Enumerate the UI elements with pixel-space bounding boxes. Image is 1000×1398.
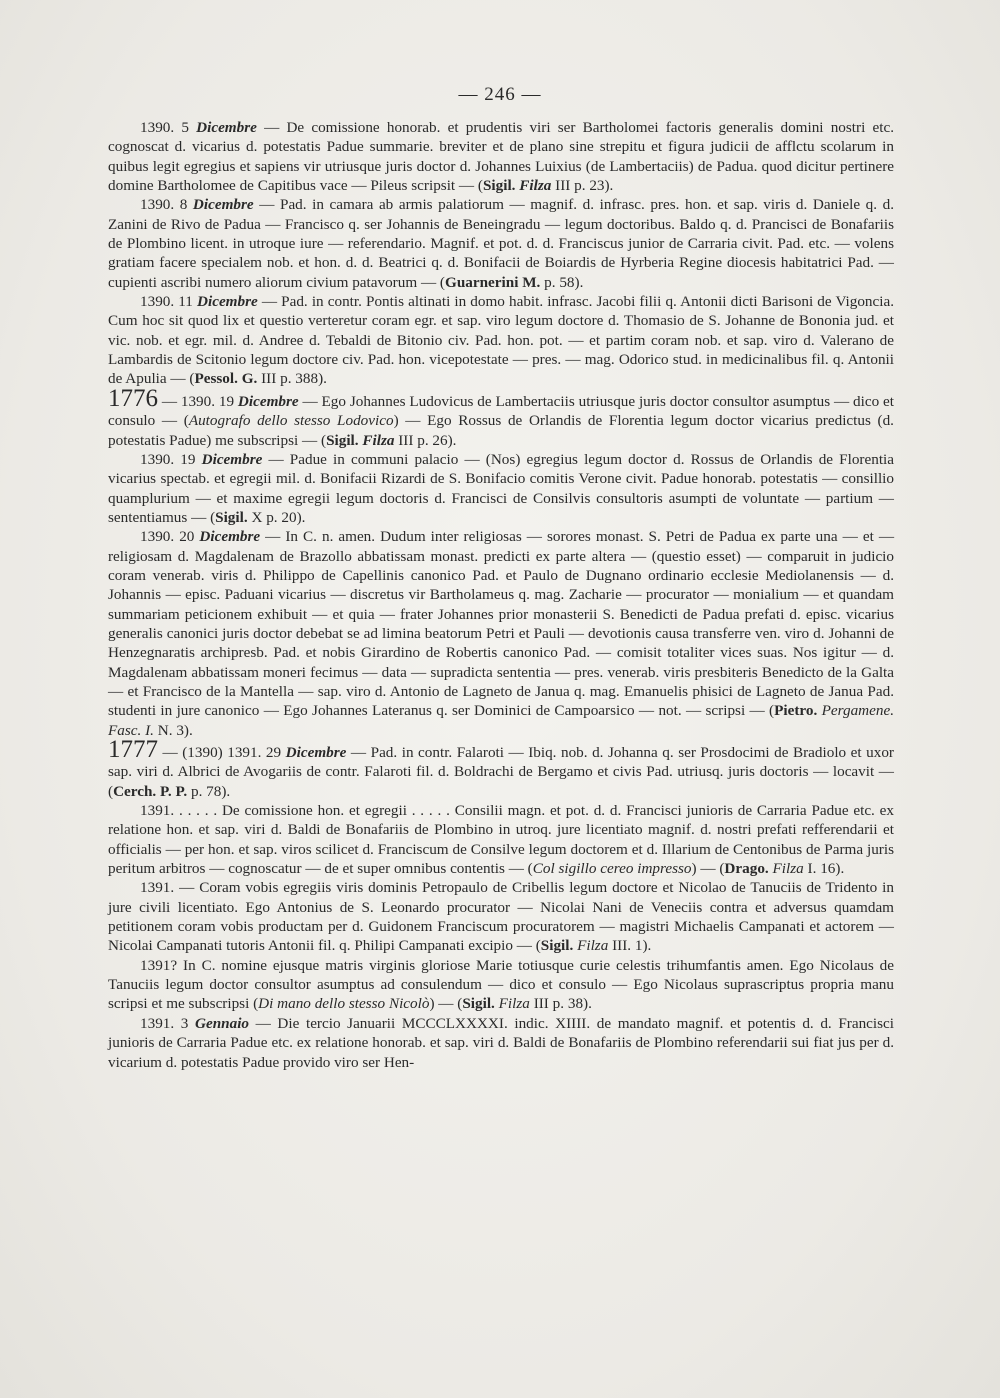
document-entry: [108, 527, 894, 740]
text-segment: 1390. 19: [140, 450, 202, 468]
text-segment: — Pad. in contr. Falaroti — Ibiq. nob. d. Johanna q. ser Prosdocimi de Bradiolo et uxor sap. viri d. Albrici de Avogariis de contr. Falaroti fil. d. Boldrachi de Bergamo et civis Pad. utriusq. juris doctoris — locavit — (: [108, 744, 894, 800]
text-segment: III p. 38).: [529, 995, 592, 1013]
text-segment: — Padue in communi palacio — (Nos) egregius legum doctor d. Rossus de Orlandis de Florentia vicarius spectab. et egregii mil. d. Bonifacii Rizardi de S. Bonifacio comitis Verone civit. Padue honorab. potestatis — consillio quamplurium — et maxime egregii legum doctoris d. Francisci de Consilvis consultoris asumpti de voluntate — partium — sententiamus — (: [108, 450, 894, 526]
text-segment: 1391. — Coram vobis egregiis viris dominis Petropaulo de Cribellis legum doctore et Nicolao de Tanuciis de Tridento in jure civili licentiato. Ego Antonius de S. Leonardo procurator — Nicolai Nani de Veneciis contra et adversus quamdam petitionem coram vobis productam per d. Guidonem Franciscum procuratorem — magistri Michaelis Campanati et actorem — Nicolai Campanati tutoris Antonii fil. q. Philipi Campanati excipio — (: [108, 879, 894, 955]
text-segment: — Pad. in camara ab armis palatiorum — magnif. d. infrasc. pres. hon. et sap. viris d. Daniele q. d. Zanini de Rivo de Padua — Francisco q. ser Johannis de Beneingradu — legum doctoribus. Baldo q. d. Prancisci de Bonafariis de Plombino licent. in utroque iure — referendario. Magnif. et pot. d. d. Franciscus junior de Carraria civit. Pad. etc. — volens gratiam facere specialem nob. et hon. d. d. Beatrici q. d. Bonifacii de Boiardis de Hyrberia Regine diocesis habitatrici Pad. — cupienti ascribi numero aliorum civium patavorum — (: [108, 196, 895, 291]
document-entry: [108, 195, 894, 292]
document-entry: [108, 801, 894, 878]
text-segment: I. 16).: [803, 860, 845, 878]
text-segment: 1390. 5: [140, 119, 197, 136]
text-segment: p. 78).: [187, 782, 231, 800]
document-entry: [108, 956, 894, 1014]
text-segment: Filza: [498, 995, 530, 1013]
text-segment: Filza: [362, 431, 395, 449]
text-segment: Autografo dello stesso Lodovico: [188, 412, 394, 430]
text-segment: Dicembre: [192, 196, 254, 214]
text-segment: 1777: [108, 736, 158, 763]
text-segment: Dicembre: [285, 744, 347, 761]
text-segment: p. 58).: [540, 273, 584, 291]
text-segment: ) — Ego Rossus de Orlandis de Florentia legum doctor vicarius predictus (d. potestatis Padue) me subscripsi — (: [108, 412, 894, 449]
text-segment: Di mano dello stesso Nicolò: [258, 995, 430, 1013]
text-segment: 1391. . . . . . De comissione hon. et egregii . . . . . Consilii magn. et pot. d. d. Francisci junioris de Carraria Padue etc. ex relatione hon. et sap. viri d. Baldi de Bonafariis de Plombino in utroq. jure licentiato magnif. d. nostri prefati refferendarii et officialis — per hon. et sap. viros scilicet d. Franciscum de Consilve legum doctorem et d. Illarium de Centonibus de Parma juris peritum arbitros — cognoscatur — de et super omnibus contentis — (: [108, 802, 894, 878]
text-segment: Dicembre: [201, 450, 263, 468]
text-segment: Sigil.: [482, 177, 516, 195]
text-segment: — In C. n. amen. Dudum inter religiosas — sorores monast. S. Petri de Padua ex parte una — et — religiosam d. Magdalenam de Brazollo abbatissam monast. predicti ex parte altera — (questio esset) — comparuit in judicio coram venerab. viris d. Philippo de Capellinis canonico Pad. et Paulo de Dugnano ordinario ecclesie Mediolanensis — d. Johannis — episc. Paduani vicarius — discretus vir Bartholameus q. mag. Zacharie — procurator — monialium — et quandam summariam peticionem exhibuit — et quia — frater Johannes prior monasterii S. Benedicti de Padua prefati d. episc. vicarius generalis canonici juris doctor debebat se ad limina beatorum Petri et Pauli — devotionis causa transferre ven. viro d. Johanni de Henzegnaratis archipresb. Pad. et nobis Girardino de Robertis canonico Pad. — comisit totaliter vices suas. Nos igitur — d. Magdalenam abbatissam moneri fecimus — data — supradicta sententia — pres. venerab. viris presbiteris Benedicto de la Galta — et Francisco de la Mantella — sap. viro d. Antonio de Lagneto de Janua q. mag. Emanuelis phisici de Lagneto de Janua Pad. studenti in jure canonico — Ego Johannes Lateranus q. ser Dominici de Campoarsico — not. — scripsi — (: [108, 528, 895, 720]
text-segment: III p. 23).: [551, 177, 614, 195]
text-segment: Col sigillo cereo impresso: [532, 860, 692, 878]
text-segment: Pergamene. Fasc. I.: [108, 702, 895, 739]
text-segment: N. 3).: [153, 721, 193, 739]
text-segment: Dicembre: [237, 392, 299, 410]
document-entry: [108, 450, 894, 527]
text-segment: — De comissione honorab. et prudentis viri ser Bartholomei factoris generalis domini nostri etc. cognoscat d. vicarius d. potestatis Padue summarie. breviter et de plano sine strepitu et figura judicii de afflctu scolarum in quibus legit egregius et sapiens vir utriusque juris doctor d. Johannes Luixius (de Lambertaciis) de Padua. quod dicitur pertinere domine Bartholomee de Capitibus vace — Pileus scripsit — (: [108, 119, 894, 195]
text-segment: Dicembre: [196, 119, 257, 136]
text-segment: Sigil.: [462, 995, 495, 1013]
text-segment: Sigil.: [215, 508, 248, 526]
text-segment: III p. 26).: [394, 431, 457, 449]
text-segment: Dicembre: [197, 293, 258, 311]
text-segment: Pessol. G.: [194, 370, 258, 388]
text-segment: 1776: [108, 384, 158, 412]
text-segment: — (1390) 1391. 29: [158, 744, 286, 761]
text-segment: 1391. 3: [140, 1014, 195, 1032]
document-entry: [108, 118, 894, 195]
text-segment: Filza: [519, 177, 552, 195]
text-segment: 1390. 20: [140, 528, 200, 546]
text-segment: III p. 388).: [257, 370, 327, 388]
text-segment: Sigil.: [326, 431, 359, 449]
text-segment: Dicembre: [199, 528, 261, 546]
document-entry: [108, 1014, 894, 1072]
text-segment: ) — (: [429, 995, 463, 1013]
document-entry: [108, 292, 894, 389]
text-segment: — Die tercio Januarii MCCCLXXXXI. indic. XIIII. de mandato magnif. et potentis d. d. Francisci junioris de Carraria Padue etc. ex relatione honorab. et sap. viri d. Baldi de Bonafariis de Plombino referendarii sui fiat jus per d. vicarium d. potestatis Padue provido viro ser Hen-: [108, 1014, 894, 1071]
document-entry: [108, 878, 894, 955]
text-segment: X p. 20).: [247, 508, 306, 526]
text-segment: 1390. 8: [140, 196, 193, 214]
text-segment: Gennaio: [195, 1014, 250, 1032]
text-segment: Guarnerini M.: [445, 273, 541, 291]
text-segment: Filza: [772, 860, 804, 878]
text-segment: ) — (: [691, 860, 725, 878]
text-segment: Drago.: [724, 860, 769, 878]
text-segment: — 1390. 19: [158, 392, 238, 410]
text-segment: Cerch. P. P.: [113, 782, 188, 800]
text-segment: III. 1).: [608, 937, 652, 955]
document-entry-numbered: [108, 736, 894, 801]
text-segment: 1390. 11: [140, 293, 198, 311]
text-segment: — Ego Johannes Ludovicus de Lambertaciis utriusque juris doctor consultor asumptus — dico et consulo — (: [108, 392, 895, 430]
text-segment: Filza: [577, 937, 609, 955]
document-entry-numbered: [108, 384, 895, 450]
text-segment: Sigil.: [540, 937, 574, 955]
text-segment: — Pad. in contr. Pontis altinati in domo habit. infrasc. Jacobi filii q. Antonii dicti Barisoni de Vigoncia. Cum hoc sit quod lix et questio verteretur coram egr. et sap. viro legum doctore d. Thomasio de S. Johanne de Bononia jud. et vic. nob. et egr. mil. d. Andree d. Tebaldi de Bitonio civ. Pad. hon. pot. — et partim coram nob. et sap. viro d. Valerano de Lambardis de Scitonio legum doctore civ. Pad. hon. vicepotestate — pres. — mag. Odorico stud. in medicinalibus fil. q. Antonii de Apulia — (: [108, 293, 895, 388]
document-body: [108, 118, 894, 1072]
page-number: — 246 —: [458, 84, 542, 105]
text-segment: Pietro.: [774, 702, 818, 720]
text-segment: 1391? In C. nomine ejusque matris virginis gloriose Marie totiusque curie celestis trihumfantis amen. Ego Nicolaus de Tanuciis legum doctor consultor asumptus ad consulendum — dico et consulo — Ego Nicolaus suprascriptus propria manu scripsi et me subscripsi (: [108, 956, 894, 1013]
